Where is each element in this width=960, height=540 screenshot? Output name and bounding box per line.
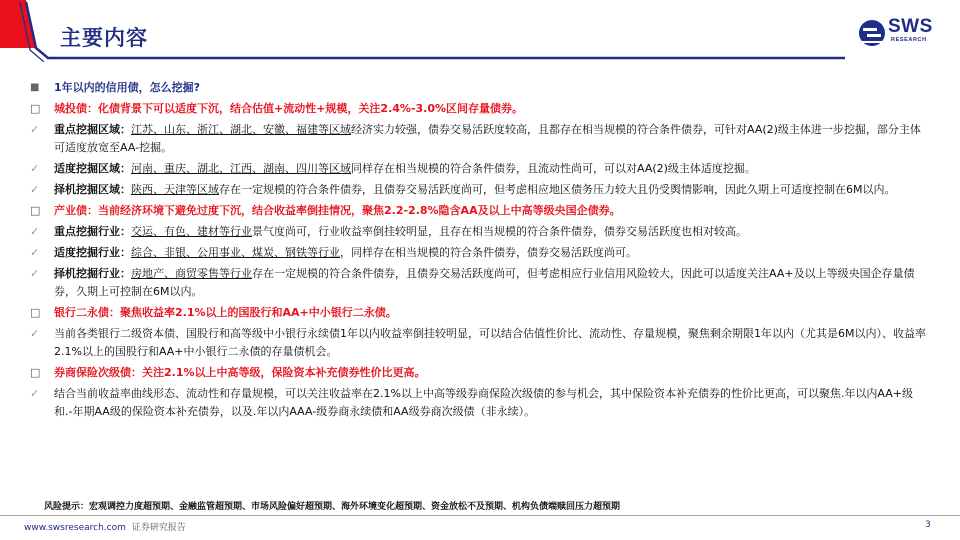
list-item [30,385,930,421]
item-key: 择机挖掘行业： [54,267,131,280]
item-key: 择机挖掘区域： [54,183,131,196]
item-rest: 景气度尚可，行业收益率倒挂较明显，且存在相当规模的符合条件债券，债券交易活跃度也相对较高。 [252,225,747,238]
list-item [30,121,930,157]
footer-divider [0,515,960,516]
item-rest: 同样存在相当规模的符合条件债券，且流动性尚可，可以对AA(2)级主体适度挖掘。 [351,162,756,175]
list-text [54,181,930,199]
category-heading: 城投债：化债背景下可以适度下沉，结合估值+流动性+规模，关注2.4%-3.0%区间存量债券。 [54,102,524,115]
page-number: 3 [925,520,931,530]
item-underline: 综合、非银、公用事业、煤炭、钢铁等行业 [131,246,340,259]
list-item [30,79,930,97]
item-underline: 江苏、山东、浙江、湖北、安徽、福建等区域 [131,123,351,136]
check-bullet-icon: ✓ [30,246,40,259]
logo-name: SWS [888,16,933,37]
list-text [54,223,930,241]
list-text [54,121,930,157]
item-key: 适度挖掘行业： [54,246,131,259]
check-bullet-icon: ✓ [30,162,40,175]
item-underline: 陕西、天津等区域 [131,183,219,196]
square-bullet-icon: □ [30,306,41,319]
list-item [30,304,930,322]
category-heading: 券商保险次级债：关注2.1%以上中高等级，保险资本补充债券性价比更高。 [54,366,426,379]
section-heading: 1年以内的信用债，怎么挖掘? [54,81,201,94]
square-bullet-icon: □ [30,102,41,115]
list-item [30,325,930,361]
item-underline: 河南、重庆、湖北、江西、湖南、四川等区域 [131,162,351,175]
square-bullet-icon: □ [30,366,41,379]
category-heading: 银行二永债：聚焦收益率2.1%以上的国股行和AA+中小银行二永债。 [54,306,397,319]
check-bullet-icon: ✓ [30,267,40,280]
check-bullet-icon: ✓ [30,225,40,238]
list-text [54,244,930,262]
list-item [30,244,930,262]
list-item [30,364,930,382]
item-rest: 经济实力较强，债券交易活跃度较高，且都存在相当规模的符合条件债券，可针对AA(2)级主体进一步挖掘，部分主体可适度放宽至AA-挖掘。 [54,123,921,154]
list-text: 结合当前收益率曲线形态、流动性和存量规模，可以关注收益率在2.1%以上中高等级券商保险次级债的参与机会，其中保险资本补充债券的性价比更高，可以聚焦.年以内AA+级和.-年期AA级的保险资本补充债券，以及.年以内AAA-级券商永续债和AA级券商次级债（非永续）。 [54,387,914,418]
check-bullet-icon: ✓ [30,183,40,196]
list-item [30,265,930,301]
footer [24,520,186,533]
item-rest: 存在一定规模的符合条件债券，且债券交易活跃度尚可，但考虑相应地区债务压力较大且仍受舆情影响，因此久期上可适度控制在6M以内。 [219,183,896,196]
item-key: 重点挖掘区域： [54,123,131,136]
item-rest: ，同样存在相当规模的符合条件债券，债券交易活跃度尚可。 [340,246,637,259]
list-item [30,160,930,178]
list-item [30,181,930,199]
filled-square-bullet-icon: ■ [30,82,40,93]
square-bullet-icon: □ [30,204,41,217]
item-rest: 存在一定规模的符合条件债券，且债券交易活跃度尚可，但考虑相应行业信用风险较大，因此可以适度关注AA+及以上等级央国企存量债券，久期上可控制在6M以内。 [54,267,915,298]
risk-warning: 风险提示：宏观调控力度超预期、金融监管超预期、市场风险偏好超预期、海外环境变化超预期、资金放松不及预期、机构负债端赎回压力超预期 [44,502,621,512]
list-text [54,160,930,178]
item-underline: 房地产、商贸零售等行业 [131,267,252,280]
check-bullet-icon: ✓ [30,387,40,400]
list-text [54,265,930,301]
list-text: 当前各类银行二级资本债、国股行和高等级中小银行永续债1年以内收益率倒挂较明显，可以结合估值性价比、流动性、存量规模，聚焦剩余期限1年以内（尤其是6M以内）、收益率2.1%以上的国股行和AA+中小银行二永债的存量债机会。 [54,327,926,358]
footer-url[interactable]: www.swsresearch.com [24,523,126,533]
list-item [30,100,930,118]
header-band [0,0,960,62]
sws-logo-icon [858,17,886,49]
item-key: 重点挖掘行业： [54,225,131,238]
list-item [30,223,930,241]
check-bullet-icon: ✓ [30,327,40,340]
item-underline: 交运、有色、建材等行业 [131,225,252,238]
footer-label: 证券研究报告 [131,523,186,533]
company-logo [858,16,946,52]
content-list [30,79,930,421]
category-heading: 产业债：当前经济环境下避免过度下沉，结合收益率倒挂情况，聚焦2.2-2.8%隐含AA及以上中高等级央国企债券。 [54,204,621,217]
check-bullet-icon: ✓ [30,123,40,136]
list-item [30,202,930,220]
item-key: 适度挖掘区域： [54,162,131,175]
page-title: 主要内容 [60,26,148,50]
logo-sub: RESEARCH [891,37,927,43]
